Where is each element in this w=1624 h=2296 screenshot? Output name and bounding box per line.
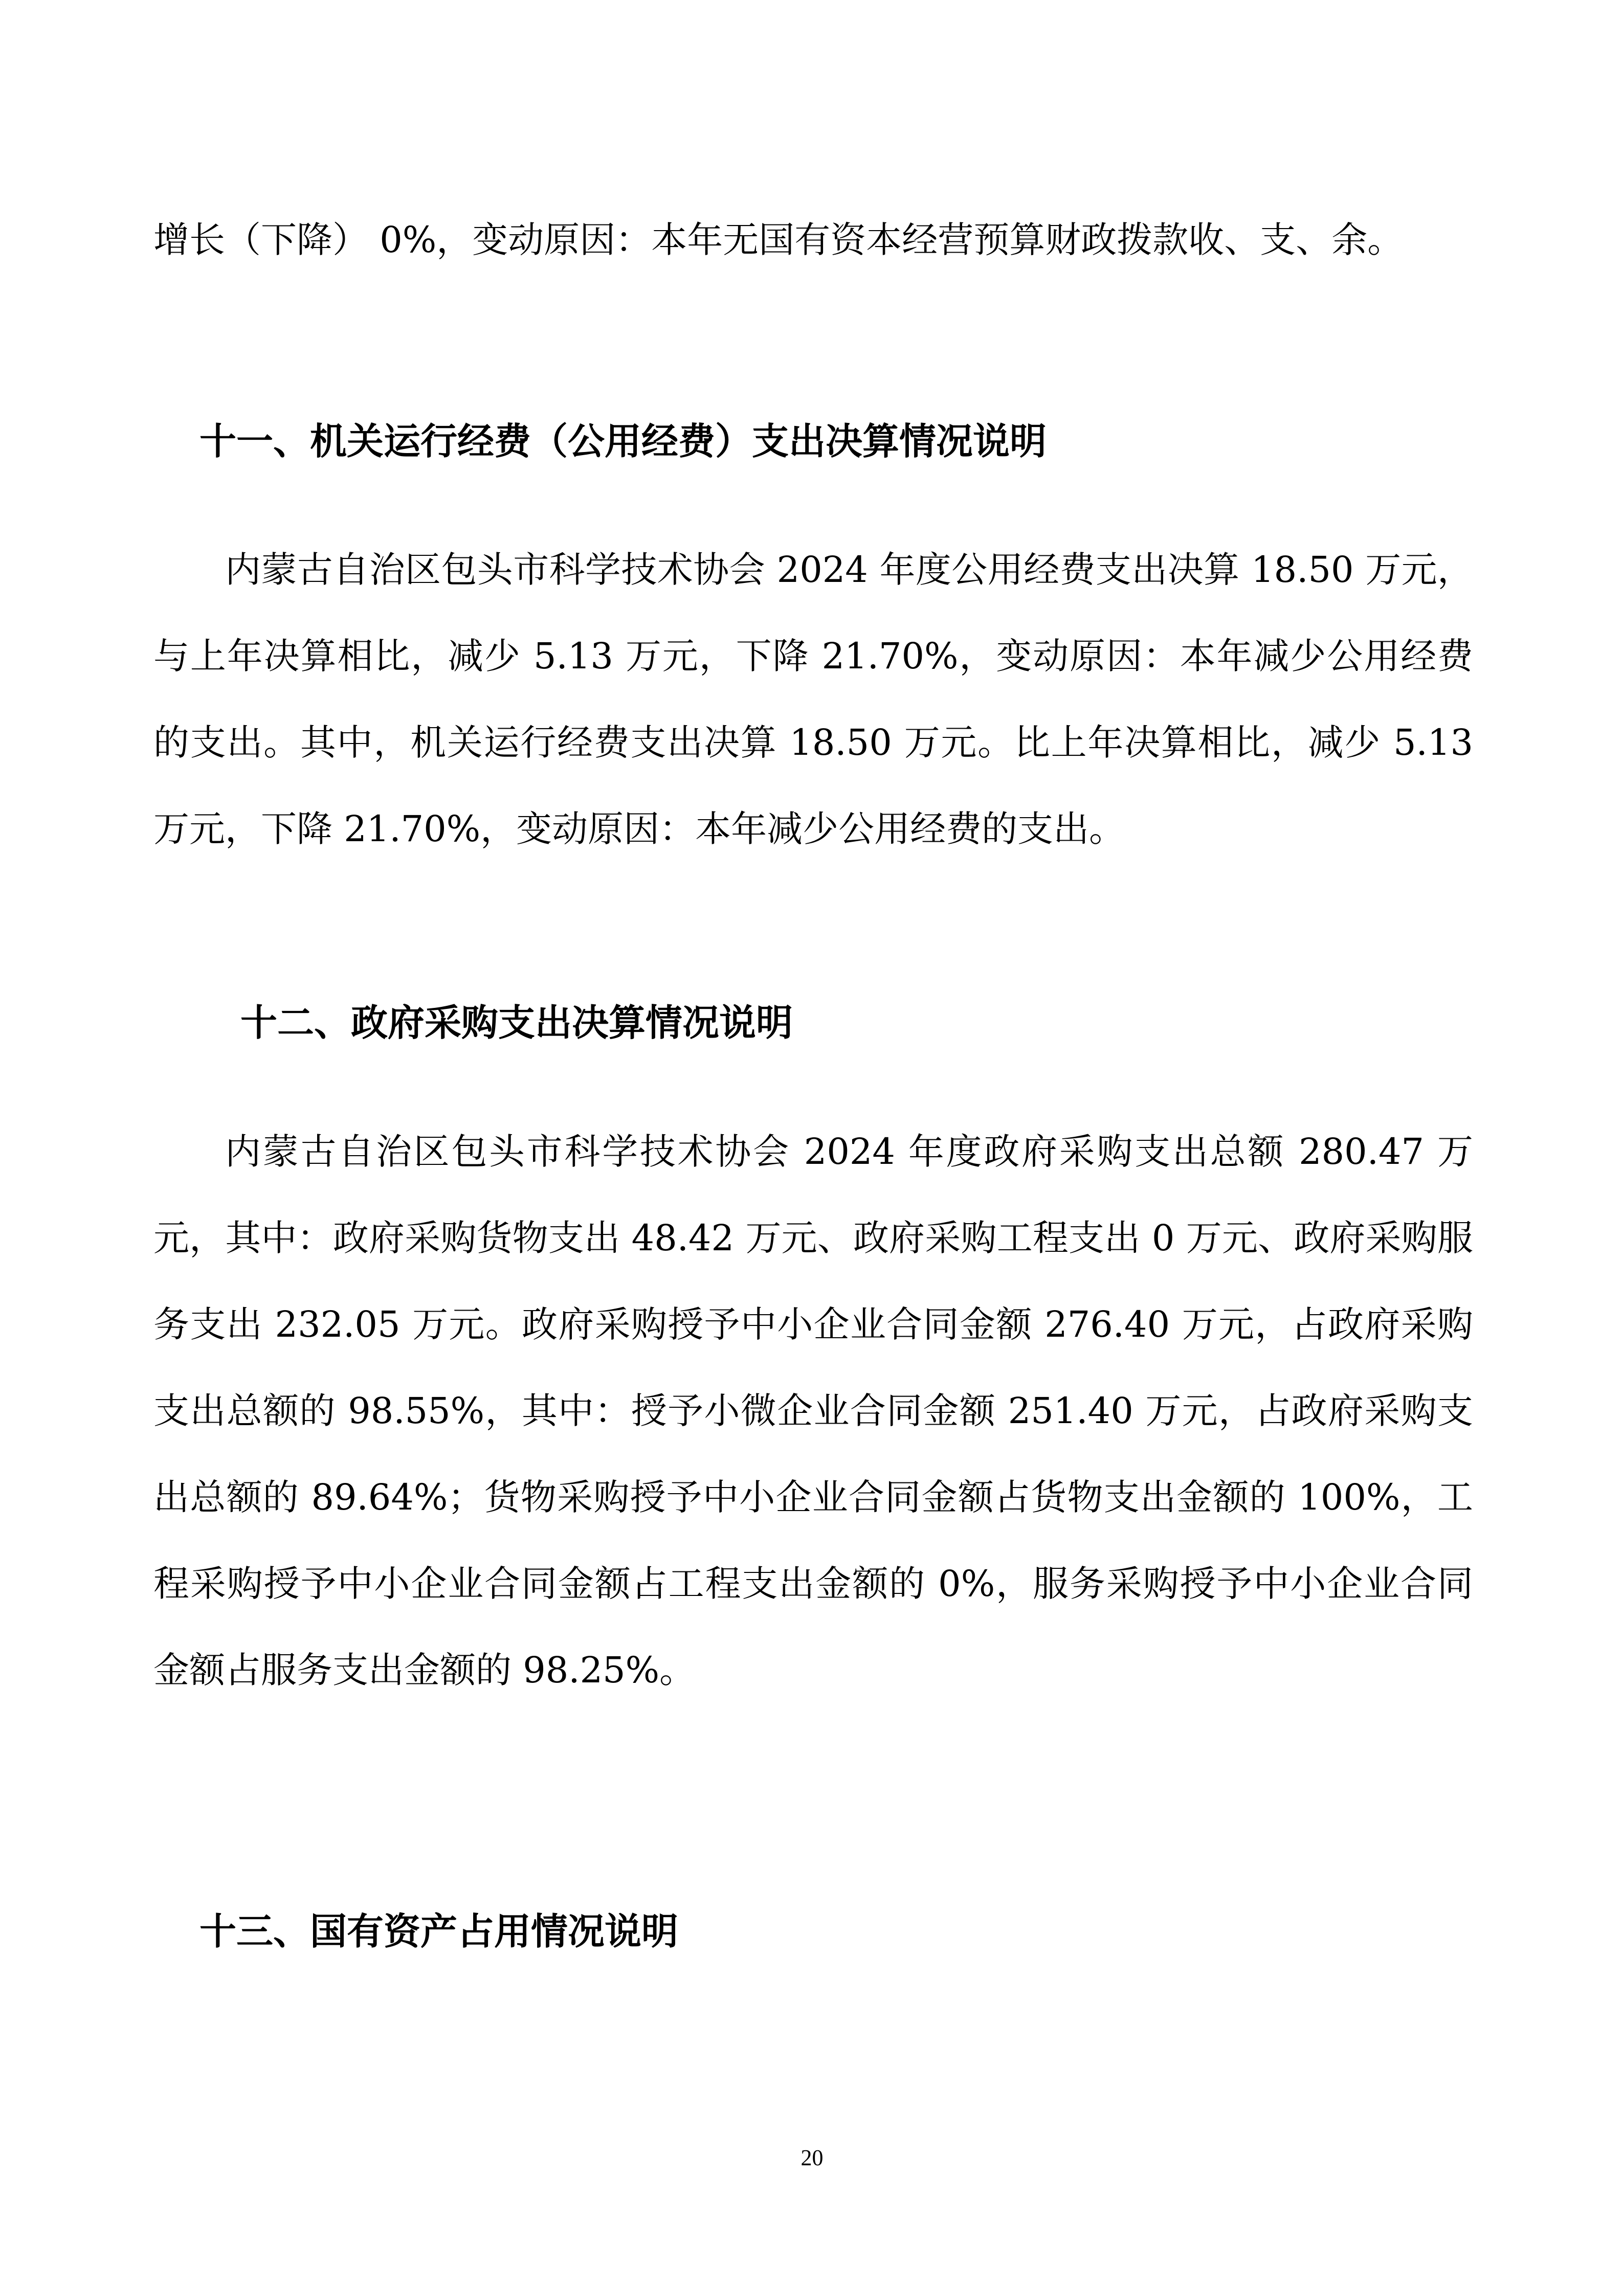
section-heading-state-assets: 十三、国有资产占用情况说明 — [199, 1910, 679, 1953]
section-body-public-expenses: 内蒙古自治区包头市科学技术协会 2024 年度公用经费支出决算 18.50 万元，与上年决算相比，减少 5.13 万元，下降 21.70%，变动原因：本年减少公用经费的支出。其中，机关运行经费支出决算 18.50 万元。比上年决算相比，减少 5.13 万元，下降 21.70%，变动原因：本年减少公用经费的支出。 — [153, 549, 1473, 850]
section-heading-public-expenses: 十一、机关运行经费（公用经费）支出决算情况说明 — [199, 420, 1047, 463]
page-number: 20 — [800, 2145, 824, 2170]
section-body-government-procurement: 内蒙古自治区包头市科学技术协会 2024 年度政府采购支出总额 280.47 万元，其中：政府采购货物支出 48.42 万元、政府采购工程支出 0 万元、政府采购服务支出 232.05 万元。政府采购授予中小企业合同金额 276.40 万元，占政府采购支出总额的 98.55%，其中：授予小微企业合同金额 251.40 万元，占政府采购支出总额的 89.64%；货物采购授予中小企业合同金额占货物支出金额的 100%，工程采购授予中小企业合同金额占工程支出金额的 0%，服务采购授予中小企业合同金额占服务支出金额的 98.25%。 — [153, 1131, 1474, 1691]
section-heading-government-procurement: 十二、政府采购支出决算情况说明 — [240, 1001, 793, 1044]
continuation-paragraph: 增长（下降） 0%，变动原因：本年无国有资本经营预算财政拨款收、支、余。 — [153, 219, 1404, 261]
